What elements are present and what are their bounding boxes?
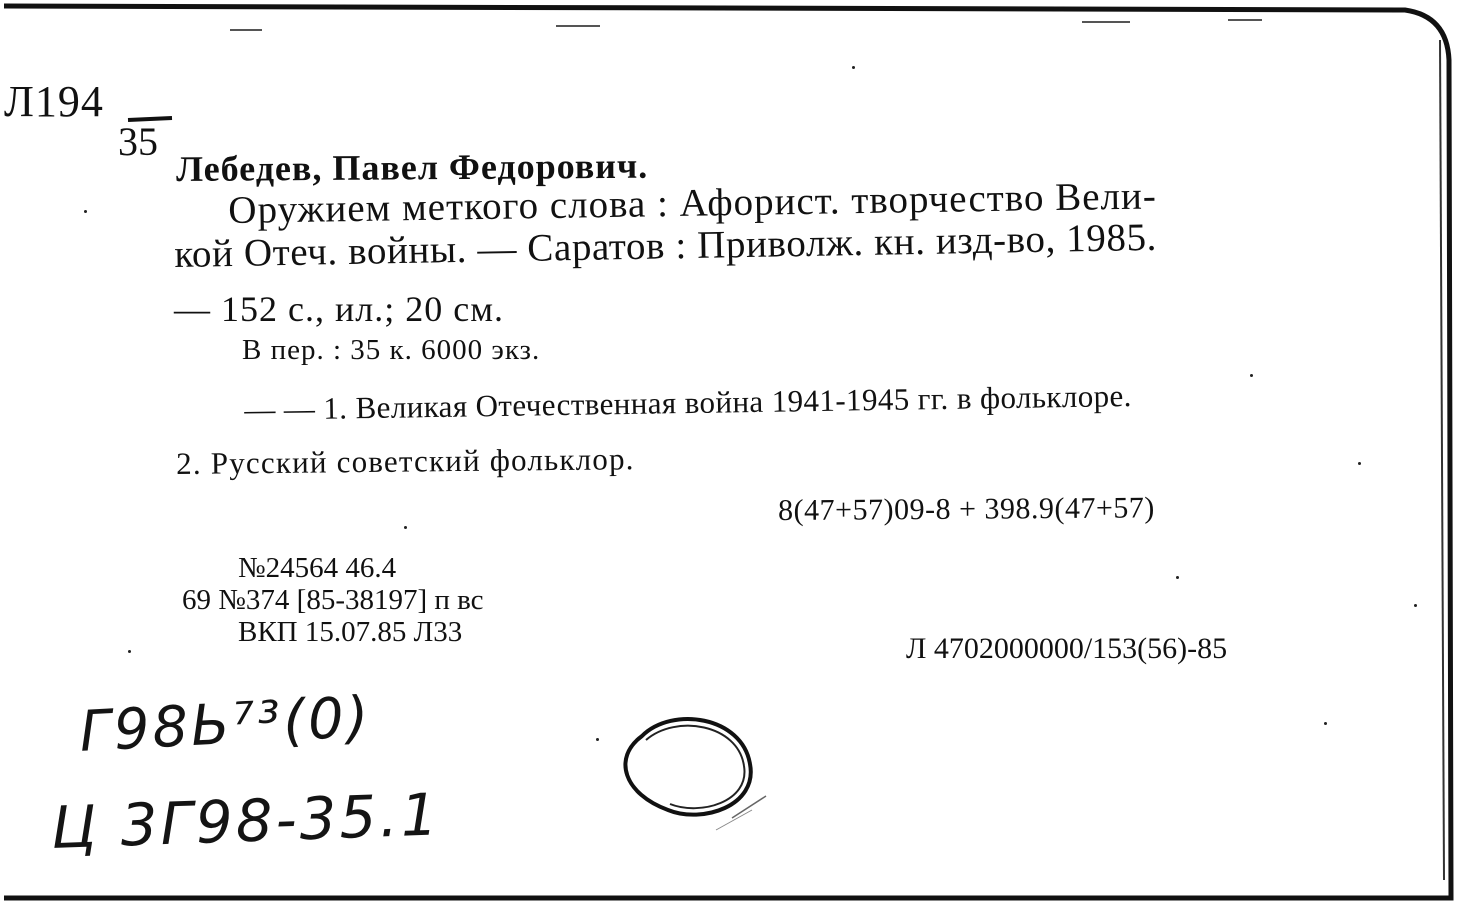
title-line-2: кой Отеч. войны. — Саратов : Приволж. кн. изд-во, 1985. xyxy=(174,215,1158,276)
physical-description: — 152 с., ил.; 20 см. xyxy=(174,289,504,329)
speck xyxy=(84,210,87,213)
subject-line-1: — — 1. Великая Отечественная война 1941-1945 гг. в фольклоре. xyxy=(244,378,1133,427)
card-number-line-1: №24564 46.4 xyxy=(238,552,397,584)
title-line-1: Оружием меткого слова : Афорист. творчество Вели- xyxy=(228,174,1158,232)
call-number: Л194 xyxy=(4,77,104,126)
price-and-print-run: В пер. : 35 к. 6000 экз. xyxy=(242,334,541,366)
hand-drawn-circle-mark xyxy=(612,706,782,856)
card-number-line-3: ВКП 15.07.85 Л33 xyxy=(238,616,463,648)
publisher-code: Л 4702000000/153(56)-85 xyxy=(906,632,1228,665)
handwritten-annotation-2: Ц 3Г98-35.1 xyxy=(50,780,442,862)
speck xyxy=(1414,604,1417,607)
speck xyxy=(1176,576,1179,579)
card-number-line-2: 69 №374 [85-38197] п вс xyxy=(182,584,484,616)
speck xyxy=(852,66,855,69)
speck xyxy=(1358,462,1361,465)
speck xyxy=(1324,722,1327,725)
speck xyxy=(404,526,407,529)
classification-index: 8(47+57)09-8 + 398.9(47+57) xyxy=(778,491,1155,527)
fraction-bar xyxy=(126,112,176,128)
author-heading: Лебедев, Павел Федорович. xyxy=(176,145,649,189)
handwritten-annotation-1: Г98Ь⁷³(0) xyxy=(78,684,374,765)
speck xyxy=(128,650,131,653)
call-number-fraction: 35 xyxy=(118,119,158,164)
subject-line-2: 2. Русский советский фольклор. xyxy=(176,441,635,481)
speck xyxy=(596,738,599,741)
speck xyxy=(1250,374,1253,377)
